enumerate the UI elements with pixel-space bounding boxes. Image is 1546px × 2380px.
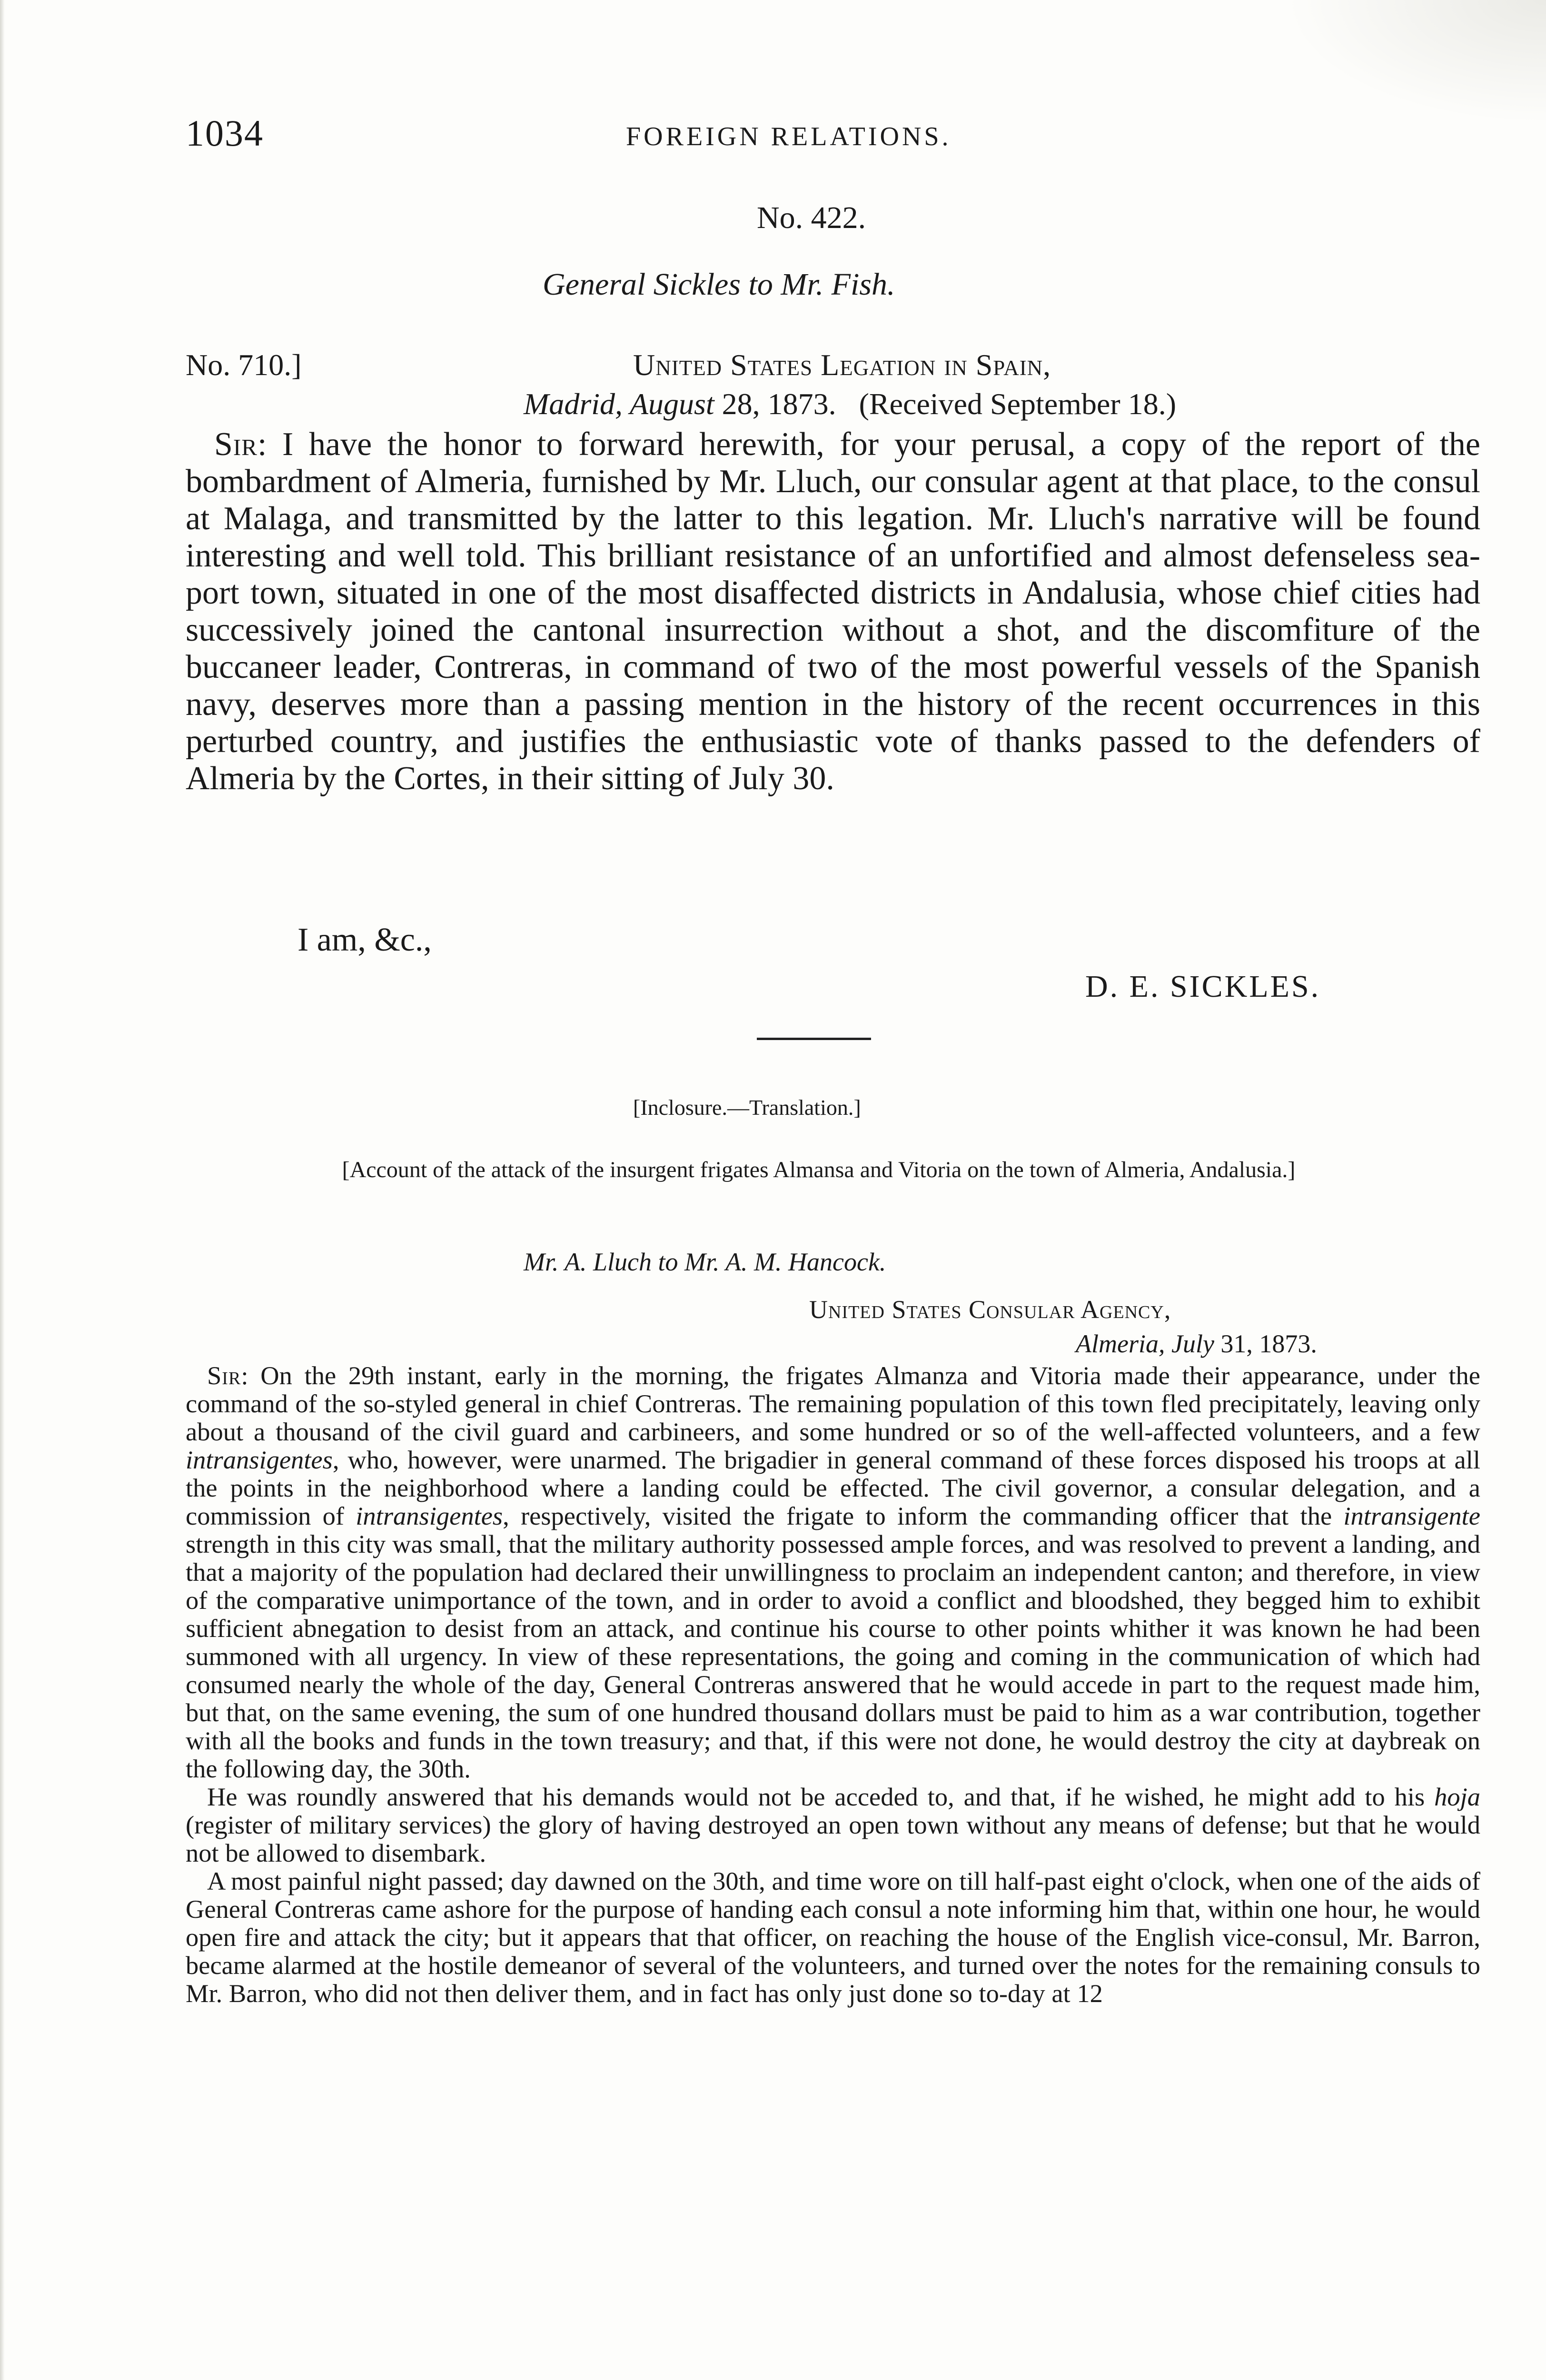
- legation-name: United States Legation in Spain,: [633, 348, 1051, 382]
- account-title: [Account of the attack of the insurgent frigates Almansa and Vitoria on the town of Almeria, Andalusia.]: [342, 1157, 1296, 1182]
- dispatch-date-rest: 28, 1873.: [714, 387, 836, 421]
- account-term: intransigentes: [186, 1445, 333, 1474]
- dispatch-number: No. 710.]: [186, 348, 302, 382]
- inclosure-label: [Inclosure.—Translation.]: [633, 1095, 861, 1120]
- section-divider: [757, 1038, 871, 1040]
- letter-text: : I have the honor to forward herewith, for your perusal, a copy of the report of the bombardment of Almeria, furnished by Mr. Lluch, our consular agent at that place, to the consul at Malaga, and transmitted by the latter to this legation. Mr. Lluch's narrative will be found interesting and well told. This brilliant resistance of an unfortified and almost defenseless sea-port town, situated in one of the most disaffected districts in Andalusia, whose chief cities had successively joined the cantonal insurrection without a shot, and the discomfiture of the buccaneer leader, Contreras, in command of two of the most powerful vessels of the Spanish navy, deserves more than a passing mention in the history of the recent occurrences in this perturbed country, and justifies the enthusiastic vote of thanks passed to the defenders of Almeria by the Cortes, in their sitting of July 30.: [186, 426, 1480, 797]
- document-heading: General Sickles to Mr. Fish.: [543, 267, 895, 302]
- account-term: intransigentes: [356, 1501, 503, 1530]
- account-p1-d: strength in this city was small, that the military authority possessed ample forces, and was resolved to prevent a landing, and that a majority of the population had declared their unwillingness to proclaim an independent canton; and therefore, in view of the comparative unimportance of the town, and in order to avoid a conflict and bloodshed, they begged him to exhibit sufficient abnegation to desist from an attack, and continue his course to other points whither it was known he had been summoned with all urgency. In view of these representations, the going and coming in the communication of which had consumed nearly the whole of the day, General Contreras answered that he would accede in part to the request made him, but that, on the same evening, the sum of one hundred thousand dollars must be paid to him as a war contribution, together with all the books and funds in the town treasury; and that, if this were not done, he would destroy the city at daybreak on the following day, the 30th.: [186, 1529, 1480, 1783]
- page-number: 1034: [186, 112, 264, 154]
- agency-date-rest: 31, 1873.: [1214, 1329, 1317, 1358]
- agency-dateline: [1076, 1329, 1317, 1359]
- account-p2-a: He was roundly answered that his demands would not be acceded to, and that, if he wished, he might add to his: [207, 1782, 1435, 1811]
- account-term: hoja: [1434, 1782, 1480, 1811]
- letter-closing: I am, &c.,: [297, 922, 432, 958]
- account-paragraph-3: A most painful night passed; day dawned on the 30th, and time wore on till half-past eight o'clock, when one of the aids of General Contreras came ashore for the purpose of handing each consul a note informing him that, within one hour, he would open fire and attack the city; but it appears that that officer, on reaching the house of the English vice-consul, Mr. Barron, became alarmed at the hostile demeanor of several of the volunteers, and turned over the notes for the remaining consuls to Mr. Barron, who did not then deliver them, and in fact has only just done so to-day at 12: [186, 1866, 1480, 2008]
- dispatch-date-place: Madrid, August: [524, 387, 714, 421]
- page-edge-shadow: [0, 0, 5, 2380]
- corner-stain: [1285, 0, 1546, 124]
- account-paragraph-1: [186, 1361, 1480, 1783]
- received-note: (Received September 18.): [859, 387, 1177, 421]
- dispatch-dateline: [524, 387, 1176, 422]
- agency-date-place: Almeria, July: [1076, 1329, 1214, 1358]
- document-number: No. 422.: [757, 200, 866, 235]
- account-p1-b: , who, however, were unarmed. The brigadier in general command of these forces disposed his troops at all the points in the neighborhood where a landing could be effected. The civil governor, a consular delegation, and a commission of: [186, 1445, 1480, 1530]
- account-heading: Mr. A. Lluch to Mr. A. M. Hancock.: [524, 1248, 886, 1276]
- letter-body: [186, 426, 1480, 797]
- account-salutation: Sir: [207, 1361, 241, 1390]
- letter-signature: D. E. SICKLES.: [1085, 969, 1321, 1004]
- section-title: FOREIGN RELATIONS.: [626, 122, 951, 151]
- account-term: intransigente: [1343, 1501, 1480, 1530]
- account-body: [186, 1361, 1480, 2007]
- account-p1-a: : On the 29th instant, early in the morning, the frigates Almanza and Vitoria made their appearance, under the command of the so-styled general in chief Contreras. The remaining population of this town fled precipitately, leaving only about a thousand of the civil guard and carbineers, and some hundred or so of the well-affected volunteers, and a few: [186, 1361, 1480, 1446]
- agency-name: United States Consular Agency,: [809, 1295, 1171, 1324]
- running-head: [186, 112, 1480, 164]
- account-p2-b: (register of military services) the glory of having destroyed an open town without any means of defense; but that he would not be allowed to disembark.: [186, 1810, 1480, 1867]
- letter-salutation: Sir: [214, 426, 258, 463]
- account-paragraph-2: [186, 1783, 1480, 1867]
- account-p1-c: , respectively, visited the frigate to inform the commanding officer that the: [503, 1501, 1344, 1530]
